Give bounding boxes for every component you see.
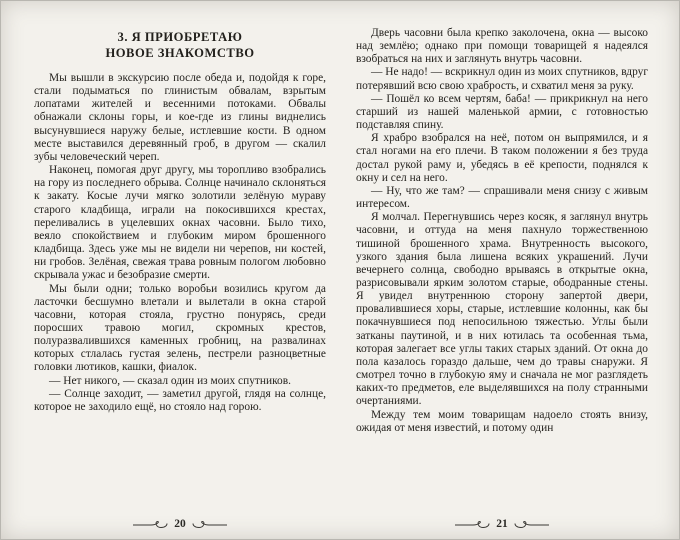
left-page	[34, 27, 326, 533]
right-page	[356, 27, 648, 533]
page-footer	[34, 516, 326, 533]
paragraph: — Пошёл ко всем чертям, баба! — прикрикнул на него старший из нашей маленькой армии, с готовностью подставляя спину.	[356, 92, 648, 132]
page-number: 20	[174, 517, 186, 530]
page-number: 21	[496, 517, 508, 530]
paragraph: Дверь часовни была крепко заколочена, окна — высоко над землёю; однако при помощи товарищей я надеялся взобраться на них и заглянуть внутрь часовни.	[356, 27, 648, 66]
paragraph: — Нет никого, — сказал один из моих спутников.	[49, 374, 291, 387]
paragraph: Я храбро взобрался на неё, потом он выпрямился, и я стал ногами на его плечи. В таком положении я без труда достал рукой раму и, убедясь в её крепости, поднялся к окну и сел на него.	[356, 132, 648, 184]
chapter-title-line1: 3. Я ПРИОБРЕТАЮ	[117, 30, 243, 44]
chapter-title	[34, 30, 326, 61]
footer-flourish-right-icon	[192, 520, 228, 530]
page-footer	[356, 516, 648, 533]
paragraph: — Не надо! — вскрикнул один из моих спутников, вдруг потерявший всю свою храбрость, и схватил меня за руку.	[356, 66, 648, 92]
paragraph: Наконец, помогая друг другу, мы торопливо взобрались на гору из последнего обрыва. Солнце начинало склоняться к закату. Косые лучи мягко золотили зелёную мураву старого кладбища, играли на покосившихся крестах, переливались в уцелевших окнах часовни. Было тихо, веяло спокойствием и глубоким миром брошенного кладбища. Здесь уже мы не видели ни черепов, ни костей, ни гробов. Зелёная, свежая трава ровным пологом любовно скрывала ужас и безобразие смерти.	[34, 164, 326, 282]
paragraph: Между тем моим товарищам надоело стоять внизу, ожидая от меня известий, и потому один	[356, 408, 648, 434]
paragraph: Мы вышли в экскурсию после обеда и, подойдя к горе, стали подыматься по глинистым обвалам, взрытым лопатами жителей и весенними потоками. Обвалы обнажали склоны горы, и кое-где из глины виднелись высунувшиеся наружу белые, истлевшие кости. В одном месте выставился деревянный гроб, в другом — скалил зубы человеческий череп.	[34, 72, 326, 163]
chapter-title-line2: НОВОЕ ЗНАКОМСТВО	[105, 45, 255, 60]
footer-flourish-left-icon	[132, 520, 168, 530]
right-page-body	[356, 27, 648, 516]
paragraph: — Солнце заходит, — заметил другой, глядя на солнце, которое не заходило ещё, но стояло над горою.	[34, 387, 326, 413]
paragraph: Я молчал. Перегнувшись через косяк, я заглянул внутрь часовни, и оттуда на меня пахнуло торжественною тишиной брошенного храма. Внутренность высокого, узкого здания была лишена всяких украшений. Лучи вечернего солнца, свободно врываясь в открытые окна, разрисовывали ярким золотом старые, ободранные стены. Я увидел внутреннюю сторону запертой двери, провалившиеся хоры, старые, истлевшие колонны, как бы покачнувшиеся под непосильною тяжестью. Углы были затканы паутиной, и в них ютилась та особенная тьма, которая залегает все углы таких старых зданий. От окна до пола казалось гораздо дальше, чем до травы снаружи. Я смотрел точно в глубокую яму и сначала не мог разглядеть каких-то предметов, еле выделявшихся на полу странными очертаниями.	[356, 211, 648, 408]
left-page-body	[34, 72, 326, 516]
footer-flourish-right-icon	[514, 520, 550, 530]
footer-flourish-left-icon	[454, 520, 490, 530]
paragraph: Мы были одни; только воробьи возились кругом да ласточки бесшумно влетали и вылетали в окна старой часовни, которая стояла, грустно понурясь, среди поросших травою могил, скромных крестов, полуразвалившихся каменных гробниц, на развалинах которых стлалась густая зелень, пестрели разноцветные головки лютиков, кашки, фиалок.	[34, 282, 326, 374]
paragraph: — Ну, что же там? — спрашивали меня снизу с живым интересом.	[356, 184, 648, 211]
